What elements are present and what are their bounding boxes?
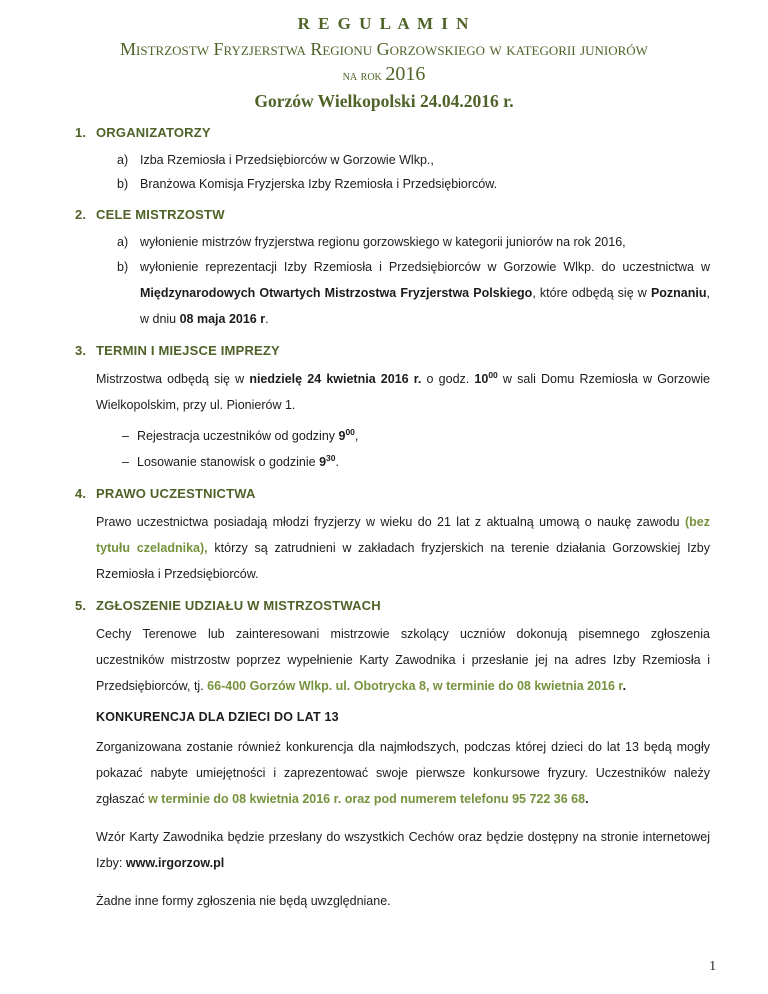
text-run-bold: niedzielę 24 kwietnia 2016 r.	[249, 372, 422, 386]
time-value: 9	[338, 429, 346, 443]
text-run-bold	[474, 369, 498, 386]
text-run: o godz.	[421, 372, 475, 386]
paragraph	[96, 824, 710, 876]
section-prawo-uczestnictwa	[0, 482, 768, 587]
text-run: Prawo uczestnictwa posiadają młodzi fryzjerzy w wieku do 21 lat z aktualną umową o naukę zawodu	[96, 515, 685, 529]
section-zgloszenie-udzialu	[0, 594, 768, 914]
text-run: Rejestracja uczestników od godziny	[137, 429, 339, 443]
time-superscript: 30	[326, 452, 336, 463]
time-superscript: 00	[345, 426, 355, 437]
title-na-rok-text: na rok	[342, 68, 382, 84]
text-run-accent: (bez tytułu czeladnika),	[96, 515, 710, 555]
section-4-heading	[75, 482, 710, 506]
list-item-b	[117, 254, 710, 332]
section-2-heading	[75, 203, 710, 227]
text-run-bold: .	[585, 792, 589, 806]
section-1-heading	[75, 121, 710, 145]
list-item-text	[140, 254, 710, 332]
text-run-bold	[338, 426, 355, 443]
list-item-label: b)	[117, 260, 129, 274]
list-item-text: Izba Rzemiosła i Przedsiębiorców w Gorzowie Wlkp.,	[140, 153, 434, 167]
list-item-b	[117, 172, 710, 196]
section-3-heading	[75, 339, 710, 363]
text-run: .	[335, 455, 339, 469]
section-number: 5.	[75, 598, 87, 613]
title-year: 2016	[385, 63, 426, 85]
section-number: 3.	[75, 343, 87, 358]
dash-bullet: –	[122, 429, 129, 443]
document-header	[0, 0, 768, 114]
text-run: Wzór Karty Zawodnika będzie przesłany do wszystkich Cechów oraz będzie dostępny na stronie internetowej Izby:	[96, 830, 710, 870]
section-title: ORGANIZATORZY	[96, 125, 211, 140]
title-mistrzostw: Mistrzostw Fryzjerstwa Regionu Gorzowskiego w kategorii juniorów	[120, 39, 648, 59]
time-value: 9	[319, 455, 327, 469]
paragraph	[96, 509, 710, 587]
section-number: 1.	[75, 125, 87, 140]
text-run-bold: .	[622, 679, 627, 693]
title-na-rok	[0, 62, 768, 88]
text-run: .	[265, 312, 269, 326]
time-superscript: 00	[488, 369, 498, 380]
text-run: , w dniu	[140, 286, 710, 326]
section-number: 4.	[75, 486, 87, 501]
time-value: 10	[474, 372, 489, 386]
text-run-accent: 66-400 Gorzów Wlkp. ul. Obotrycka 8, w terminie do 08 kwietnia 2016 r	[207, 679, 623, 693]
section-title: TERMIN I MIEJSCE IMPREZY	[96, 343, 280, 358]
text-run: w sali Domu Rzemiosła w Gorzowie Wielkopolskim, przy ul. Pionierów 1.	[96, 372, 710, 412]
paragraph	[96, 621, 710, 699]
section-termin-i-miejsce	[0, 339, 768, 475]
list-item-text: Branżowa Komisja Fryzjerska Izby Rzemiosła i Przedsiębiorców.	[140, 177, 498, 191]
section-title: PRAWO UCZESTNICTWA	[96, 486, 256, 501]
section-title: CELE MISTRZOSTW	[96, 207, 225, 222]
title-regulamin: R E G U L A M I N	[297, 14, 471, 33]
subsection-heading-konkurencja-dzieci: KONKURENCJA DLA DZIECI DO LAT 13	[96, 710, 339, 724]
title-city-date: Gorzów Wielkopolski 24.04.2016 r.	[254, 91, 514, 111]
list-item-a	[117, 230, 710, 254]
text-run-bold: Międzynarodowych Otwartych Mistrzostwa Fryzjerstwa Polskiego	[140, 286, 533, 300]
page-number: 1	[709, 958, 716, 973]
list-item-label: b)	[117, 177, 129, 191]
text-run: Losowanie stanowisk o godzinie	[137, 455, 320, 469]
list-item-text: wyłonienie mistrzów fryzjerstwa regionu gorzowskiego w kategorii juniorów na rok 2016,	[140, 235, 626, 249]
text-run-bold: 08 maja 2016 r	[179, 312, 266, 326]
text-run-accent: w terminie do 08 kwietnia 2016 r. oraz pod numerem telefonu 95 722 36 68	[148, 792, 586, 806]
list-item-label: a)	[117, 235, 129, 249]
paragraph: Żadne inne formy zgłoszenia nie będą uwzględniane.	[96, 894, 391, 908]
section-cele-mistrzostw	[0, 203, 768, 332]
dash-list-item	[122, 449, 710, 475]
section-title: ZGŁOSZENIE UDZIAŁU W MISTRZOSTWACH	[96, 598, 381, 613]
paragraph	[96, 366, 710, 418]
website-text: www.irgorzow.pl	[125, 856, 225, 870]
list-item-label: a)	[117, 153, 129, 167]
text-run: Mistrzostwa odbędą się w	[96, 372, 250, 386]
text-run-bold	[319, 452, 336, 469]
dash-bullet: –	[122, 455, 129, 469]
list-item-a	[117, 148, 710, 172]
section-organizatorzy	[0, 121, 768, 196]
dash-list-item	[122, 423, 710, 449]
section-5-heading	[75, 594, 710, 618]
text-run: , które odbędą się w	[532, 286, 651, 300]
text-run: Zorganizowana zostanie również konkurencja dla najmłodszych, podczas której dzieci do lat 13 będą mogły pokazać nabyte umiejętności i zaprezentować swoje pierwsze konkursowe fryzury. Uczestników należy zgłaszać	[96, 740, 710, 806]
dash-item-text	[137, 449, 710, 475]
text-run: którzy są zatrudnieni w zakładach fryzjerskich na terenie działania Gorzowskiej Izby Rzemiosła i Przedsiębiorców.	[96, 541, 710, 581]
text-run: Cechy Terenowe lub zainteresowani mistrzowie szkolący uczniów dokonują pisemnego zgłoszenia uczestników mistrzostw poprzez wypełnienie Karty Zawodnika i przesłanie jej na adres Izby Rzemiosła i Przedsiębiorców, tj.	[96, 627, 710, 693]
text-run-bold: Poznaniu	[650, 286, 707, 300]
paragraph	[96, 734, 710, 812]
text-run: ,	[354, 429, 359, 443]
section-number: 2.	[75, 207, 87, 222]
text-run: wyłonienie reprezentacji Izby Rzemiosła i Przedsiębiorców w Gorzowie Wlkp. do uczestnictwa w	[140, 260, 710, 274]
dash-item-text	[137, 423, 710, 449]
